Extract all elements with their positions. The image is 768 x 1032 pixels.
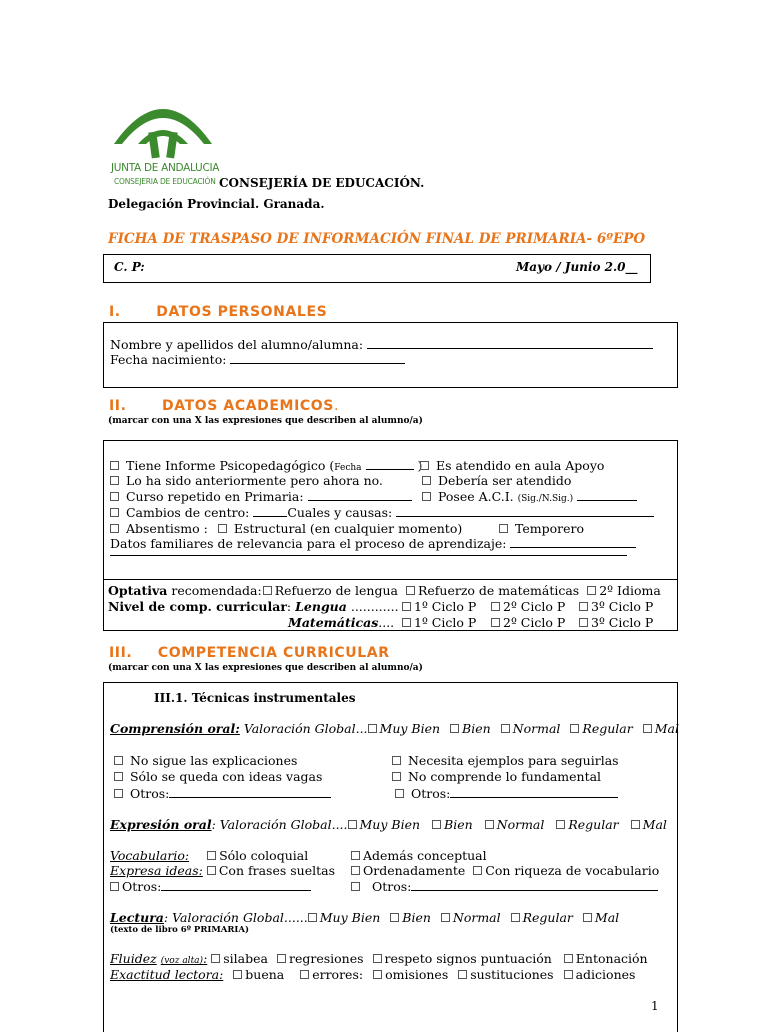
exp-oral-row (110, 817, 667, 832)
aula-apoyo-checkbox[interactable] (420, 461, 429, 470)
section1-number: I. (109, 304, 121, 320)
buena-checkbox[interactable] (233, 970, 242, 979)
exp-normal: Normal (496, 817, 545, 832)
fecha-label: Fecha nacimiento: (110, 352, 227, 367)
lengua-dots: ............ (350, 599, 399, 614)
optativa-label: Optativa (108, 583, 168, 598)
comp-muy-bien: Muy Bien (379, 721, 441, 736)
optativa-rest: recomendada: (171, 583, 262, 598)
opt3-label: 2º Idioma (599, 583, 661, 598)
buena-label: buena (245, 967, 285, 982)
informe-checkbox[interactable] (110, 461, 119, 470)
exp-otros-1 (110, 879, 311, 894)
lo-ha-sido-label: Lo ha sido anteriormente pero ahora no. (125, 473, 383, 488)
absentismo-row (110, 521, 462, 536)
regresiones-checkbox[interactable] (277, 954, 286, 963)
opt3-checkbox[interactable] (587, 586, 596, 595)
lengua-ciclo2-label: 2º Ciclo P (503, 599, 566, 614)
section2-dot: . (333, 398, 339, 414)
silabea-label: silabea (223, 951, 268, 966)
voz-alta-label: (voz alta) (160, 956, 204, 966)
exp-bien: Bien (444, 817, 473, 832)
fluidez-label: Fluidez (110, 951, 157, 966)
comp-regular: Regular (582, 721, 633, 736)
exp-otros-1-label: Otros: (122, 879, 162, 894)
lengua-ciclo2-checkbox[interactable] (491, 602, 500, 611)
nivel-mat-row (288, 615, 394, 630)
informe-fecha-field[interactable] (366, 459, 414, 470)
omisiones-checkbox[interactable] (373, 970, 382, 979)
lengua-ciclo3-checkbox[interactable] (579, 602, 588, 611)
logo (108, 92, 218, 192)
page-number: 1 (651, 999, 659, 1013)
ordenadamente-checkbox[interactable] (351, 866, 360, 875)
competencia-box (103, 682, 678, 1032)
frases-checkbox[interactable] (207, 866, 216, 875)
section1-title: DATOS PERSONALES (156, 304, 328, 320)
co-item-4-checkbox[interactable] (392, 772, 401, 781)
fecha-small: Fecha (334, 463, 362, 473)
nivel-label: Nivel de comp. curricular (108, 599, 287, 614)
lect-muy-bien: Muy Bien (319, 910, 381, 925)
exp-mal: Mal (642, 817, 667, 832)
mat-ciclo3-label: 3º Ciclo P (591, 615, 654, 630)
nombre-row (110, 337, 653, 352)
mat-ciclo3-checkbox[interactable] (579, 618, 588, 627)
deberia-label: Debería ser atendido (437, 473, 572, 488)
comp-regular-checkbox[interactable] (570, 724, 579, 733)
lect-dots: ...... (283, 910, 308, 925)
lectura-label: Lectura (110, 910, 164, 925)
section3-note: (marcar con una X las expresiones que describen al alumno/a) (108, 663, 423, 673)
junta-andalucia-emblem-icon (108, 92, 218, 162)
exp-mal-checkbox[interactable] (631, 820, 640, 829)
co-otros-1-field[interactable] (169, 787, 331, 798)
exp-otros-2 (351, 879, 658, 894)
lect-mal-checkbox[interactable] (583, 913, 592, 922)
lengua-ciclo3 (579, 599, 653, 614)
co-item-2-label: Necesita ejemplos para seguirlas (407, 753, 619, 768)
co-otros-2-label: Otros: (410, 786, 451, 801)
co-otros-2 (395, 786, 618, 801)
exp-valoracion: Valoración Global (219, 817, 332, 832)
aula-apoyo-row (417, 458, 605, 473)
co-otros-1-checkbox[interactable] (114, 789, 123, 798)
logo-line2: CONSEJERIA DE EDUCACIÓN (114, 177, 216, 186)
exp-muy-bien: Muy Bien (359, 817, 421, 832)
cp-label: C. P: (114, 260, 145, 274)
errores-label: errores: (312, 967, 364, 982)
mat-ciclo2-label: 2º Ciclo P (503, 615, 566, 630)
co-item-1-label: No sigue las explicaciones (129, 753, 298, 768)
lect-regular: Regular (522, 910, 573, 925)
lengua-ciclo1-checkbox[interactable] (402, 602, 411, 611)
nombre-label: Nombre y apellidos del alumno/alumna: (110, 337, 364, 352)
page-title: FICHA DE TRASPASO DE INFORMACIÓN FINAL DE PRIMARIA- 6ºEPO (108, 231, 646, 247)
sustituciones-checkbox[interactable] (458, 970, 467, 979)
comp-dots: ... (355, 721, 368, 736)
curso-repetido-row (110, 489, 412, 504)
aula-apoyo-label: Es atendido en aula Apoyo (435, 458, 605, 473)
vocabulario-row (110, 848, 308, 863)
comp-mal-checkbox[interactable] (643, 724, 652, 733)
co-item-1-checkbox[interactable] (114, 756, 123, 765)
co-item-2 (392, 753, 619, 768)
datos-academicos-box (103, 440, 678, 631)
mat-ciclo2 (491, 615, 565, 630)
nivel-lengua-row (108, 599, 399, 614)
regresiones-label: regresiones (288, 951, 364, 966)
fecha-field[interactable] (230, 353, 405, 364)
curso-repetido-field[interactable] (308, 490, 412, 501)
aci-checkbox[interactable] (422, 492, 431, 501)
frases-label: Con frases sueltas (218, 863, 335, 878)
lect-normal: Normal (452, 910, 501, 925)
lengua-ciclo1-label: 1º Ciclo P (414, 599, 477, 614)
exp-otros-2-field[interactable] (411, 880, 658, 891)
opt1-checkbox[interactable] (263, 586, 272, 595)
aci-small: (Sig./N.Sig.) (517, 494, 574, 504)
matematicas-label: Matemáticas (288, 615, 379, 630)
texto-note: (texto de libro 6º PRIMARIA) (110, 925, 250, 935)
co-item-3-label: Sólo se queda con ideas vagas (129, 769, 323, 784)
co-item-1 (114, 753, 297, 768)
curso-repetido-checkbox[interactable] (110, 492, 119, 501)
aci-row (422, 489, 637, 504)
exp-normal-checkbox[interactable] (485, 820, 494, 829)
exp-otros-1-field[interactable] (161, 880, 311, 891)
opt2-label: Refuerzo de matemáticas (417, 583, 580, 598)
exp-bien-checkbox[interactable] (432, 820, 441, 829)
expresa-row (110, 863, 335, 878)
comp-oral-label: Comprensión oral: (110, 721, 240, 736)
exp-otros-2-checkbox[interactable] (351, 882, 360, 891)
solo-coloquial-label: Sólo coloquial (219, 848, 309, 863)
section2-number: II. (109, 398, 127, 414)
exp-muy-bien-checkbox[interactable] (348, 820, 357, 829)
entonacion-checkbox[interactable] (564, 954, 573, 963)
expresa-label: Expresa ideas: (110, 863, 203, 878)
riqueza-checkbox[interactable] (473, 866, 482, 875)
cp-box (103, 254, 651, 283)
respeto-label: respeto signos puntuación (384, 951, 552, 966)
ademas-checkbox[interactable] (351, 851, 360, 860)
lectura-row (110, 910, 619, 925)
cuales-field[interactable] (396, 506, 654, 517)
lengua-ciclos (402, 599, 476, 614)
informe-row (110, 458, 422, 473)
lengua-ciclo2 (491, 599, 565, 614)
mat-dots: .... (378, 615, 395, 630)
ademas-label: Además conceptual (363, 848, 487, 863)
informe-label: Tiene Informe Psicopedagógico ( (125, 458, 335, 473)
tecnicas-subtitle: III.1. Técnicas instrumentales (154, 691, 356, 705)
comp-bien-checkbox[interactable] (450, 724, 459, 733)
aci-label: Posee A.C.I. (437, 489, 514, 504)
omisiones-label: omisiones (385, 967, 449, 982)
cambios-row (110, 505, 654, 520)
errores-checkbox[interactable] (300, 970, 309, 979)
co-otros-1 (114, 786, 331, 801)
vocabulario-label: Vocabulario: (110, 848, 190, 863)
co-item-3-checkbox[interactable] (114, 772, 123, 781)
co-otros-2-field[interactable] (450, 787, 618, 798)
lect-regular-checkbox[interactable] (511, 913, 520, 922)
section1-heading (109, 304, 327, 320)
comp-normal: Normal (512, 721, 561, 736)
estructural-checkbox[interactable] (218, 524, 227, 533)
section3-heading (109, 645, 390, 661)
delegacion-heading: Delegación Provincial. Granada. (108, 197, 325, 211)
lo-ha-sido-checkbox[interactable] (110, 476, 119, 485)
co-otros-1-label: Otros: (129, 786, 170, 801)
comp-oral-row (110, 721, 679, 736)
datos-personales-box (103, 322, 678, 388)
ademas-row (351, 848, 487, 863)
comp-bien: Bien (462, 721, 491, 736)
ordenadamente-label: Ordenadamente (363, 863, 466, 878)
exp-otros-2-label: Otros: (371, 879, 412, 894)
lect-mal: Mal (594, 910, 620, 925)
optativa-row (108, 583, 661, 598)
curso-repetido-label: Curso repetido en Primaria: (125, 489, 304, 504)
mat-ciclos (402, 615, 476, 630)
optativa-divider (104, 579, 677, 580)
comp-mal: Mal (654, 721, 679, 736)
lengua-label: Lengua (295, 599, 347, 614)
mat-ciclo1-checkbox[interactable] (402, 618, 411, 627)
adiciones-checkbox[interactable] (564, 970, 573, 979)
exactitud-row (110, 967, 635, 982)
deberia-row (422, 473, 571, 488)
mat-ciclo3 (579, 615, 653, 630)
comp-normal-checkbox[interactable] (501, 724, 510, 733)
mat-ciclo2-checkbox[interactable] (491, 618, 500, 627)
co-otros-2-checkbox[interactable] (395, 789, 404, 798)
consejeria-heading: CONSEJERÍA DE EDUCACIÓN. (219, 176, 425, 190)
co-item-4 (392, 769, 601, 784)
silabea-checkbox[interactable] (211, 954, 220, 963)
cambios-checkbox[interactable] (110, 508, 119, 517)
riqueza-label: Con riqueza de vocabulario (485, 863, 660, 878)
temporero-label: Temporero (514, 521, 585, 536)
cuales-label: Cuales y causas: (287, 505, 393, 520)
familiares-label: Datos familiares de relevancia para el proceso de aprendizaje: (110, 536, 507, 551)
exp-otros-1-checkbox[interactable] (110, 882, 119, 891)
deberia-checkbox[interactable] (422, 476, 431, 485)
section3-number: III. (109, 645, 133, 661)
ordenadamente-row (351, 863, 659, 878)
co-item-2-checkbox[interactable] (392, 756, 401, 765)
lect-muy-bien-checkbox[interactable] (308, 913, 317, 922)
temporero-row (499, 521, 584, 536)
exp-regular-checkbox[interactable] (556, 820, 565, 829)
respeto-checkbox[interactable] (373, 954, 382, 963)
familiares-line2[interactable] (110, 547, 627, 556)
sustituciones-label: sustituciones (470, 967, 554, 982)
lect-colon: : (163, 910, 169, 925)
nivel-colon: : (286, 599, 292, 614)
mat-ciclo1-label: 1º Ciclo P (414, 615, 477, 630)
fecha-row (110, 352, 405, 367)
lengua-ciclo3-label: 3º Ciclo P (591, 599, 654, 614)
section3-title: COMPETENCIA CURRICULAR (157, 645, 390, 661)
exp-dots: .... (331, 817, 348, 832)
comp-muy-bien-checkbox[interactable] (368, 724, 377, 733)
fluidez-row (110, 951, 648, 966)
comp-valoracion: Valoración Global (243, 721, 356, 736)
entonacion-label: Entonación (575, 951, 648, 966)
date-label: Mayo / Junio 2.0__ (516, 260, 638, 274)
lect-normal-checkbox[interactable] (441, 913, 450, 922)
co-item-3 (114, 769, 322, 784)
lo-ha-sido-row (110, 473, 383, 488)
absentismo-checkbox[interactable] (110, 524, 119, 533)
exp-oral-label: Expresión oral (110, 817, 212, 832)
section2-title: DATOS ACADEMICOS (162, 398, 334, 414)
estructural-label: Estructural (en cualquier momento) (233, 521, 463, 536)
exp-regular: Regular (568, 817, 619, 832)
solo-coloquial-checkbox[interactable] (207, 851, 216, 860)
cambios-field[interactable] (253, 506, 287, 517)
absentismo-label: Absentismo : (125, 521, 208, 536)
temporero-checkbox[interactable] (499, 524, 508, 533)
informe-close: ) (417, 458, 423, 473)
section2-note: (marcar con una X las expresiones que describen al alumno/a) (108, 416, 423, 426)
adiciones-label: adiciones (575, 967, 636, 982)
logo-line1: JUNTA DE ANDALUCIA (111, 162, 220, 174)
aci-field[interactable] (577, 490, 637, 501)
opt2-checkbox[interactable] (406, 586, 415, 595)
co-item-4-label: No comprende lo fundamental (407, 769, 602, 784)
lect-bien-checkbox[interactable] (390, 913, 399, 922)
lect-valoracion: Valoración Global (172, 910, 284, 925)
nombre-field[interactable] (367, 338, 653, 349)
exp-colon: : (211, 817, 216, 832)
section2-heading (109, 398, 339, 414)
fluidez-colon: : (203, 951, 208, 966)
exactitud-label: Exactitud lectora: (110, 967, 224, 982)
cambios-label: Cambios de centro: (125, 505, 250, 520)
lect-bien: Bien (402, 910, 431, 925)
opt1-label: Refuerzo de lengua (274, 583, 398, 598)
